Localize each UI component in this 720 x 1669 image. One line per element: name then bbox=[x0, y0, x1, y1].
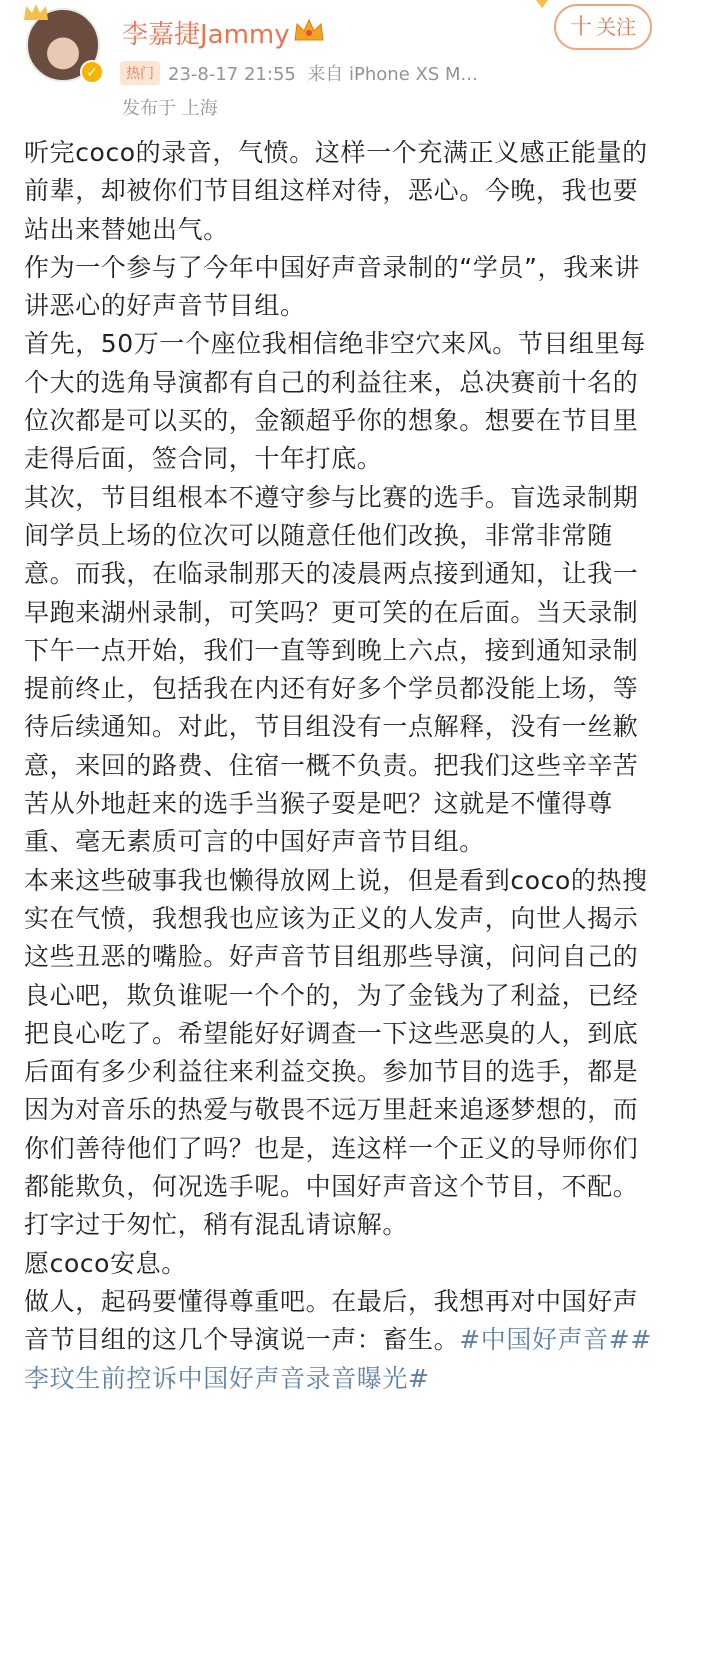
plus-icon: 十 bbox=[569, 15, 592, 40]
crown-icon bbox=[292, 16, 326, 44]
post-header bbox=[0, 0, 720, 140]
post-paragraph: 作为一个参与了今年中国好声音录制的“学员”，我来讲讲恶心的好声音节目组。 bbox=[24, 252, 640, 321]
avatar[interactable] bbox=[26, 8, 106, 88]
post-paragraph: 其次，节目组根本不遵守参与比赛的选手。盲选录制期间学员上场的位次可以随意任他们改换，非常非常随意。而我，在临录制那天的凌晨两点接到通知，让我一早跑来湖州录制，可笑吗？更可笑的在后面。当天录制下午一点开始，我们一直等到晚上六点，接到通知录制提前终止，包括我在内还有好多个学员都没能上场，等待后续通知。对此，节目组没有一点解释，没有一丝歉意，来回的路费、住宿一概不负责。把我们这些辛辛苦苦从外地赶来的选手当猴子耍是吧？这就是不懂得尊重、毫无素质可言的中国好声音节目组。 bbox=[24, 482, 639, 857]
follow-button[interactable] bbox=[554, 4, 652, 50]
post-meta bbox=[120, 60, 478, 86]
hashtag-link[interactable]: #中国好声音# bbox=[459, 1325, 631, 1355]
decoration-icon bbox=[532, 0, 562, 10]
follow-label: 关注 bbox=[596, 15, 636, 39]
post-paragraph-text: 做人，起码要懂得尊重吧。在最后，我想再对中国好声音节目组的这几个导演说一声：畜生。 bbox=[24, 1286, 639, 1355]
post-paragraph: 本来这些破事我也懒得放网上说，但是看到coco的热搜实在气愤，我想我也应该为正义的人发声，向世人揭示这些丑恶的嘴脸。好声音节目组那些导演，问问自己的良心吧，欺负谁呢一个个的，为了金钱为了利益，已经把良心吃了。希望能好好调查一下这些恶臭的人，到底后面有多少利益往来利益交换。参加节目的选手，都是因为对音乐的热爱与敬畏不远万里赶来追逐梦想的，而你们善待他们了吗？也是，连这样一个正义的导师你们都能欺负，何况选手呢。中国好声音这个节目，不配。 bbox=[24, 865, 648, 1202]
post-paragraph: 愿coco安息。 bbox=[24, 1248, 187, 1278]
username[interactable]: 李嘉捷Jammy bbox=[122, 20, 290, 50]
post-paragraph: 打字过于匆忙，稍有混乱请谅解。 bbox=[24, 1210, 409, 1240]
hashtag-link[interactable]: #李玟生前控诉中国好声音录音曝光# bbox=[24, 1325, 652, 1393]
verified-badge-icon: ✓ bbox=[80, 60, 104, 84]
crown-decoration-icon bbox=[22, 2, 50, 22]
post-paragraph: 听完coco的录音，气愤。这样一个充满正义感正能量的前辈，却被你们节目组这样对待，恶心。今晚，我也要站出来替她出气。 bbox=[24, 138, 648, 244]
post-source: 来自 iPhone XS M... bbox=[307, 64, 478, 85]
post-timestamp: 23-8-17 21:55 bbox=[168, 64, 296, 85]
post-paragraph: 首先，50万一个座位我相信绝非空穴来风。节目组里每个大的选角导演都有自己的利益往来，总决赛前十名的位次都是可以买的，金额超乎你的想象。想要在节目里走得后面，签合同，十年打底。 bbox=[24, 329, 646, 474]
hot-badge[interactable]: 热门 bbox=[120, 61, 160, 85]
post-paragraph-last bbox=[24, 1283, 654, 1398]
post-body bbox=[24, 134, 654, 1398]
post-location: 发布于 上海 bbox=[122, 98, 218, 119]
